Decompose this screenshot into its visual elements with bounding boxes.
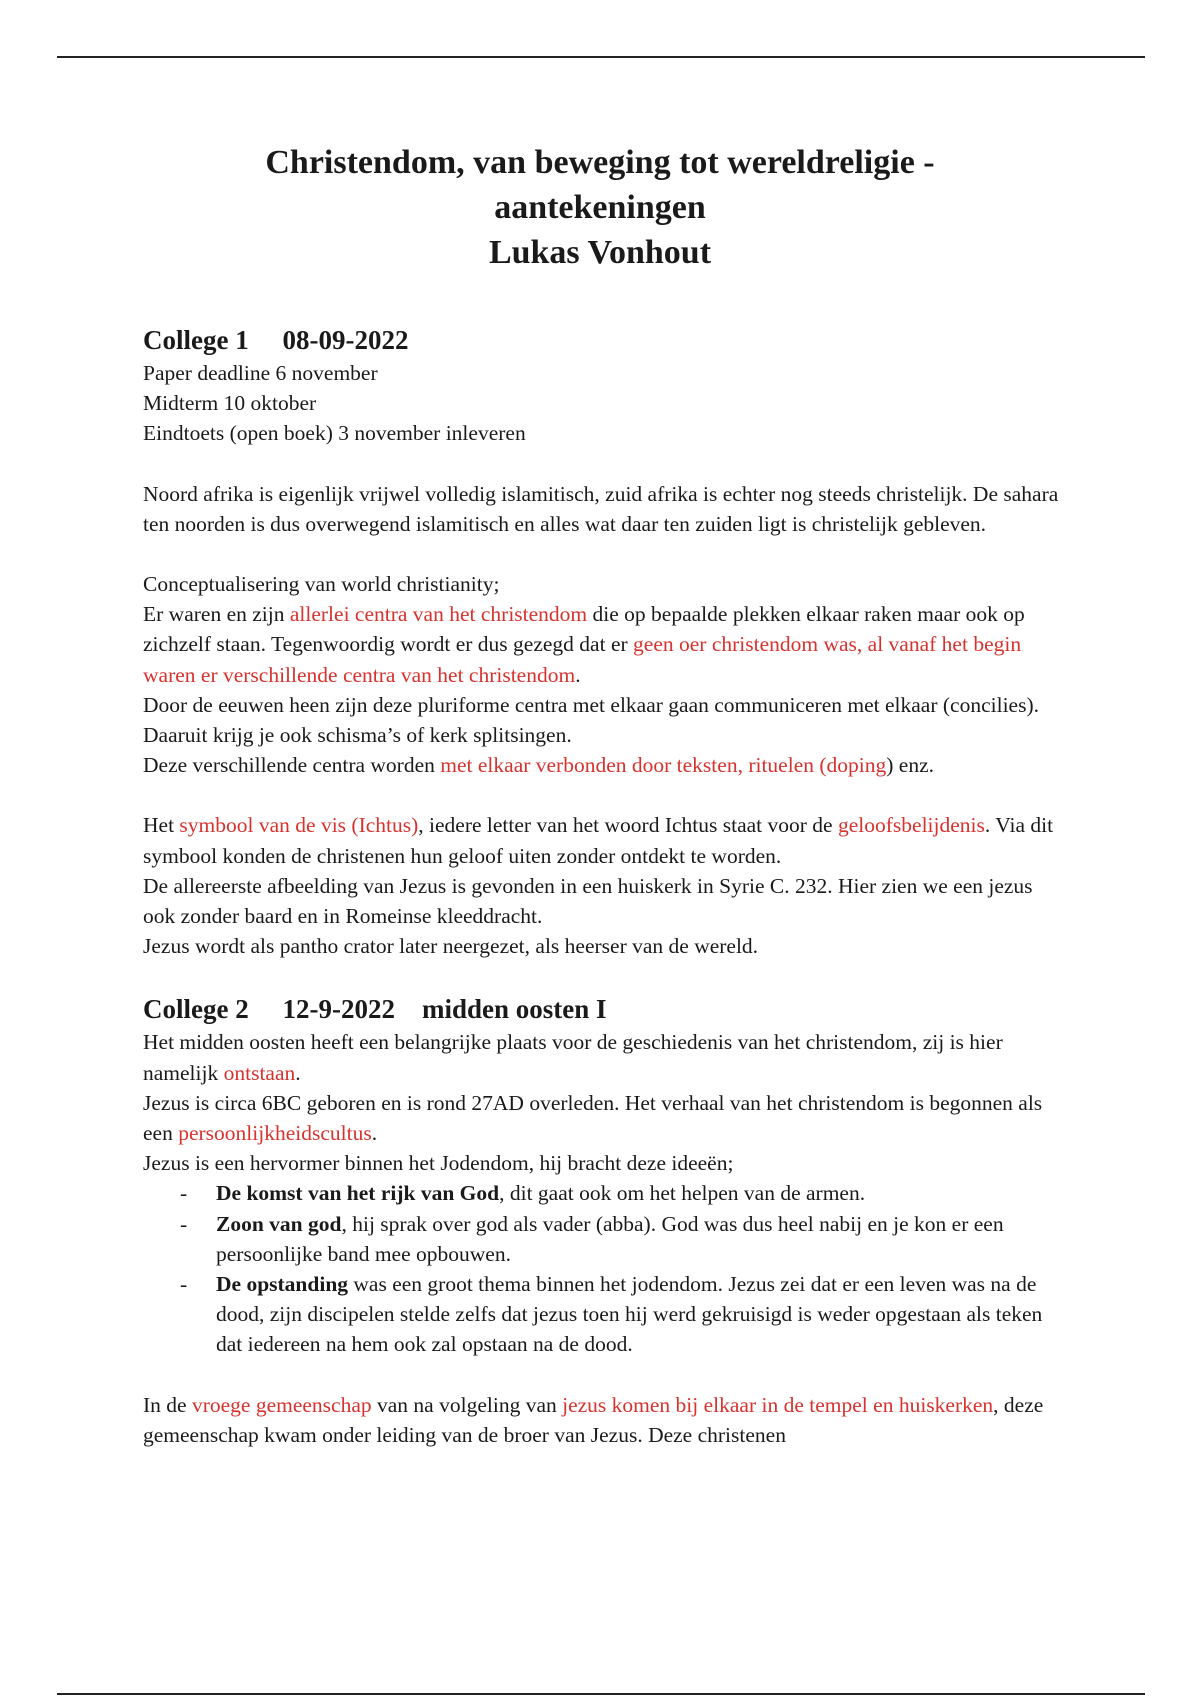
text: Het: [143, 813, 180, 838]
document-body: [143, 322, 1063, 1450]
paragraph-centra: [143, 599, 1063, 690]
paragraph-afrika: Noord afrika is eigenlijk vrijwel volledig islamitisch, zuid afrika is echter nog steeds christelijk. De sahara ten noorden is dus overwegend islamitisch en alles wat daar ten zuiden ligt is christelijk gebleven.: [143, 481, 1059, 536]
highlight: jezus komen bij elkaar in de tempel en huiskerken: [562, 1392, 994, 1417]
text: .: [295, 1060, 301, 1085]
text: die op bepaalde plekken elkaar raken maar ook op zichzelf staan. Tegenwoordig wordt er dus gezegd dat er: [143, 602, 1025, 657]
list-item: [216, 1178, 1063, 1208]
title-line-1: Christendom, van beweging tot wereldreligie -: [265, 144, 935, 181]
text: , iedere letter van het woord Ichtus staat voor de: [418, 813, 838, 838]
bottom-rule: [57, 1693, 1145, 1695]
idea-title: De komst van het rijk van God: [216, 1181, 500, 1206]
text: . Via dit symbool konden de christenen hun geloof uiten zonder ontdekt te worden.: [143, 813, 1054, 868]
highlight: allerlei centra van het christendom: [289, 602, 588, 627]
highlight: met elkaar verbonden door teksten, rituelen (doping: [440, 753, 887, 778]
list-item: [216, 1269, 1063, 1360]
text: Jezus is circa 6BC geboren en is rond 27AD overleden. Het verhaal van het christendom is begonnen als een: [143, 1090, 1043, 1146]
paragraph-eeuwen: Door de eeuwen heen zijn deze pluriforme centra met elkaar gaan communiceren met elkaar (concilies). Daaruit krijg je ook schisma’s of kerk splitsingen.: [143, 692, 1039, 748]
highlight: vroege gemeenschap: [191, 1392, 372, 1417]
paragraph-afbeelding: De allereerste afbeelding van Jezus is gevonden in een huiskerk in Syrie C. 232. Hier zien we een jezus ook zonder baard en in Romeinse kleeddracht.: [143, 873, 1033, 929]
text: .: [575, 662, 581, 687]
highlight: symbool van de vis (Ichtus): [179, 813, 419, 838]
highlight: geloofsbelijdenis: [837, 813, 985, 838]
text: , deze gemeenschap kwam onder leiding van de broer van Jezus. Deze christenen: [143, 1392, 1044, 1447]
idea-title: Zoon van god: [216, 1211, 342, 1236]
college-1-heading: College 1 08-09-2022: [143, 325, 409, 355]
idea-text: , hij sprak over god als vader (abba). God was dus heel nabij en je kon er een persoonlijke band mee opbouwen.: [216, 1211, 1004, 1266]
deadline-eindtoets: Eindtoets (open boek) 3 november inleveren: [143, 421, 526, 446]
paragraph-hervormer: Jezus is een hervormer binnen het Jodendom, hij bracht deze ideeën;: [143, 1151, 734, 1176]
title-line-2: aantekeningen: [494, 189, 706, 226]
text: In de: [143, 1392, 192, 1417]
paragraph-jezus: [143, 1088, 1063, 1148]
idea-text: was een groot thema binnen het jodendom. Jezus zei dat er een leven was na de dood, zijn discipelen stelde zelfs dat jezus toen hij werd gekruisigd is weder opgestaan als teken dat iedereen na hem ook zal opstaan na de dood.: [216, 1272, 1043, 1357]
paragraph-gemeenschap: [143, 1390, 1063, 1450]
text: ) enz.: [886, 753, 934, 778]
deadline-paper: Paper deadline 6 november: [143, 361, 378, 385]
highlight: persoonlijkheidscultus: [178, 1121, 372, 1146]
deadline-midterm: Midterm 10 oktober: [143, 391, 317, 416]
text: .: [371, 1121, 378, 1146]
top-rule: [57, 56, 1145, 58]
text: Deze verschillende centra worden: [143, 753, 441, 778]
college-2-heading: College 2 12-9-2022 midden oosten I: [143, 994, 607, 1025]
text: van na volgeling van: [371, 1392, 563, 1417]
paragraph-pantho: Jezus wordt als pantho crator later neergezet, als heerser van de wereld.: [143, 934, 759, 959]
paragraph-midden-oosten: [143, 1027, 1063, 1087]
title-author: Lukas Vonhout: [488, 234, 712, 271]
ideas-list: [143, 1178, 1063, 1359]
idea-title: De opstanding: [216, 1272, 349, 1297]
idea-text: , dit gaat ook om het helpen van de armen.: [499, 1181, 866, 1206]
paragraph-concept-intro: Conceptualisering van world christianity;: [143, 572, 500, 597]
text: Er waren en zijn: [143, 602, 290, 627]
paragraph-vis: [143, 810, 1063, 870]
text: Het midden oosten heeft een belangrijke plaats voor de geschiedenis van het christendom, zij is hier namelijk: [143, 1030, 1003, 1085]
highlight: geen oer christendom was, al vanaf het begin waren er verschillende centra van het christendom: [143, 632, 1022, 687]
highlight: ontstaan: [223, 1060, 296, 1085]
document-title: [0, 140, 1200, 275]
list-item: [216, 1209, 1063, 1269]
paragraph-verbonden: [143, 750, 1063, 780]
